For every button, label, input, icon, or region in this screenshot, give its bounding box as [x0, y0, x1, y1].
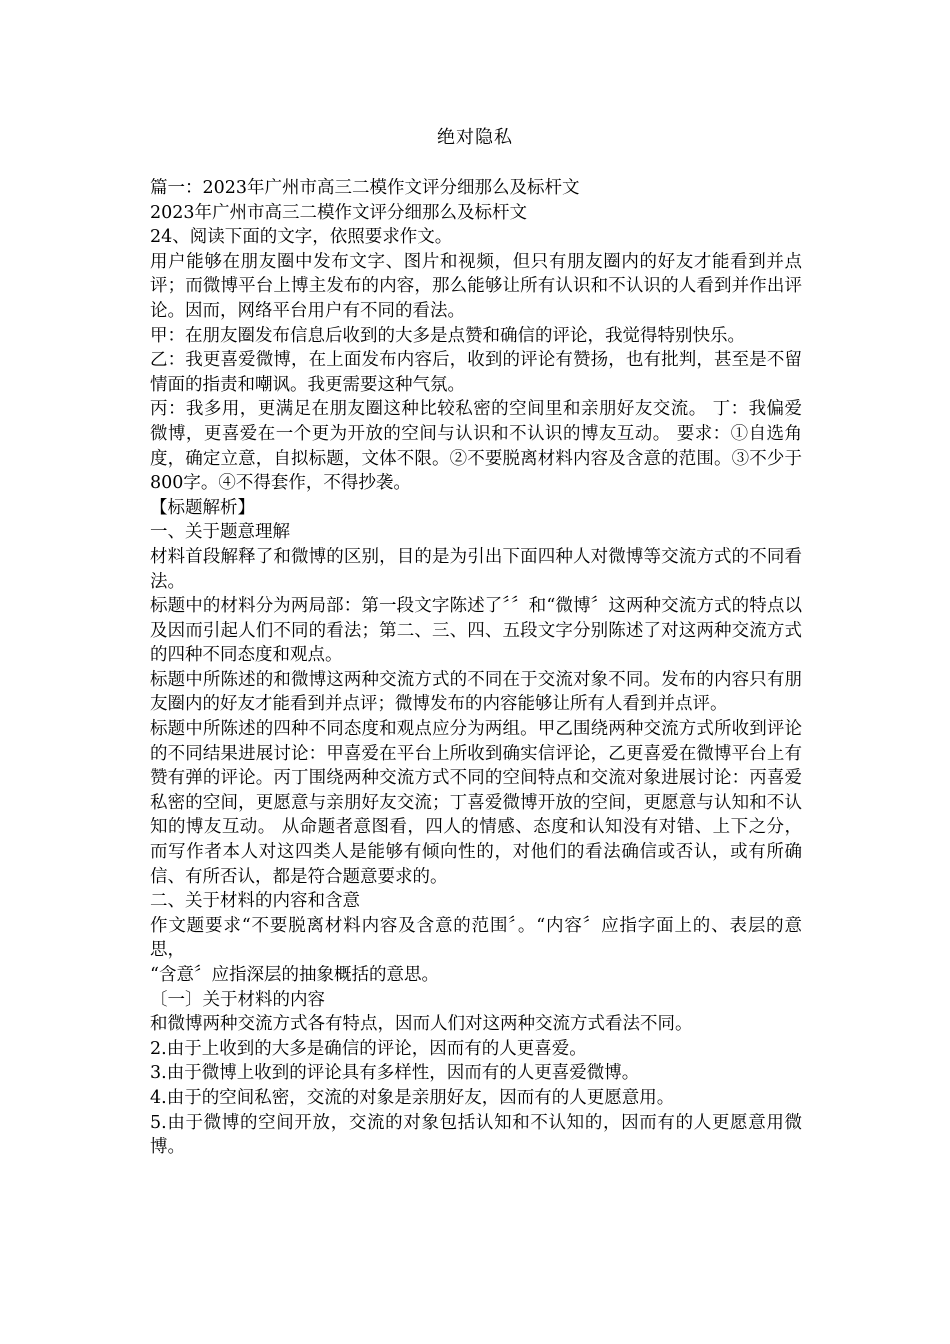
- paragraph: 2023年广州市高三二模作文评分细那么及标杆文: [150, 202, 528, 223]
- list-item: 和微博两种交流方式各有特点，因而人们对这两种交流方式看法不同。: [150, 1014, 693, 1035]
- paragraph: 甲：在朋友圈发布信息后收到的大多是点赞和确信的评论，我觉得特别快乐。: [150, 325, 745, 346]
- section-heading: 二、关于材料的内容和含意: [150, 891, 360, 912]
- paragraph: 标题中所陈述的四种不同态度和观点应分为两组。甲乙围绕两种交流方式所收到评论的不同结果进展讨论：甲喜爱在平台上所收到确实信评论，乙更喜爱在微博平台上有赞有弹的评论。丙丁围绕两种交流方式不同的空间特点和交流对象进展讨论：丙喜爱私密的空间，更愿意与亲朋好友交流；丁喜爱微博开放的空间，更愿意与认知和不认知的博友互动。 从命题者意图看，四人的情感、态度和认知没有对错、上下之分，而写作者本人对这四类人是能够有倾向性的，对他们的看法确信或否认，或有所确信、有所否认，都是符合题意要求的。: [150, 719, 802, 887]
- document-title: 绝对隐私: [437, 127, 513, 148]
- section-heading: 【标题解析】: [150, 497, 255, 518]
- paragraph: 丙：我多用，更满足在朋友圈这种比较私密的空间里和亲朋好友交流。 丁：我偏爱微博，更喜爱在一个更为开放的空间与认识和不认识的博友互动。 要求：①自选角度，确定立意，自拟标题，文体不限。②不要脱离材料内容及含意的范围。③不少于800字。④不得套作，不得抄袭。: [150, 399, 802, 494]
- paragraph: “含意〞应指深层的抽象概括的意思。: [150, 965, 439, 985]
- paragraph: 乙：我更喜爱微博，在上面发布内容后，收到的评论有赞扬，也有批判，甚至是不留情面的指责和嘲讽。我更需要这种气氛。: [150, 350, 802, 395]
- paragraph: 材料首段解释了和微博的区别，目的是为引出下面四种人对微博等交流方式的不同看法。: [150, 546, 802, 592]
- paragraph: 24、阅读下面的文字，依照要求作文。: [150, 227, 453, 248]
- list-item: 4.由于的空间私密，交流的对象是亲朋好友，因而有的人更愿意用。: [150, 1087, 675, 1108]
- paragraph: 标题中所陈述的和微博这两种交流方式的不同在于交流对象不同。发布的内容只有朋友圈内的好友才能看到并点评；微博发布的内容能够让所有人看到并点评。: [150, 669, 802, 715]
- subsection-heading: 〔一〕关于材料的内容: [150, 989, 325, 1010]
- paragraph: 标题中的材料分为两局部：第一段文字陈述了〞〞和“微博〞这两种交流方式的特点以及因而引起人们不同的看法；第二、三、四、五段文字分别陈述了对这两种交流方式的四种不同态度和观点。: [150, 596, 802, 666]
- list-item: 2.由于上收到的大多是确信的评论，因而有的人更喜爱。: [150, 1038, 587, 1059]
- list-item: 3.由于微博上收到的评论具有多样性，因而有的人更喜爱微博。: [150, 1063, 640, 1084]
- document-body: [150, 176, 802, 1160]
- paragraph: 篇一：2023年广州市高三二模作文评分细那么及标杆文: [150, 178, 580, 198]
- list-item: 5.由于微博的空间开放，交流的对象包括认知和不认知的，因而有的人更愿意用微博。: [150, 1112, 802, 1158]
- paragraph: 作文题要求“不要脱离材料内容及含意的范围〞。“内容〞应指字面上的、表层的意思，: [150, 915, 802, 961]
- section-heading: 一、关于题意理解: [150, 522, 290, 543]
- paragraph: 用户能够在朋友圈中发布文字、图片和视频，但只有朋友圈内的好友才能看到并点评；而微博平台上博主发布的内容，那么能够让所有认识和不认识的人看到并作出评论。因而，网络平台用户有不同的看法。: [150, 251, 802, 321]
